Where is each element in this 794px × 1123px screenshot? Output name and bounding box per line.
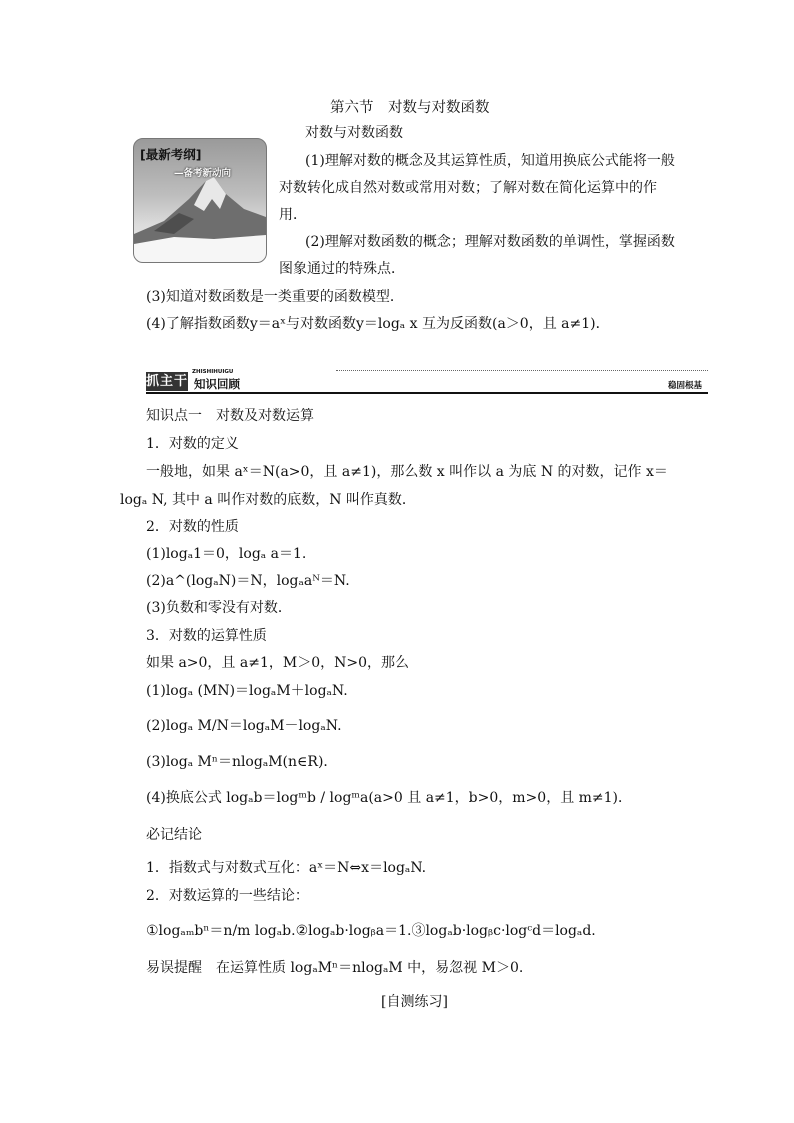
operation-condition: 如果 a>0，且 a≠1，M＞0，N>0，那么	[146, 655, 409, 671]
operation-2: (2)logₐ M/N＝logₐM－logₐN.	[146, 718, 342, 734]
property-1: (1)logₐ1＝0，logₐ a＝1.	[146, 546, 307, 562]
section-bar	[146, 370, 708, 394]
property-2: (2)a^(logₐN)＝N，logₐaᴺ＝N.	[146, 573, 350, 589]
bar-label: 知识回顾	[194, 377, 240, 391]
conclusions-heading: 必记结论	[146, 827, 202, 843]
bar-dotted-rule	[336, 370, 708, 371]
operation-3: (3)logₐ Mⁿ＝nlogₐM(n∈R)．	[146, 754, 338, 770]
operation-heading: 3．对数的运算性质	[146, 628, 267, 644]
conclusion-3: ①logₐₘbⁿ＝n/m logₐb.②logₐb·logᵦa＝1.③logₐb·logᵦc·logᶜd＝logₐd.	[146, 923, 596, 939]
bar-right-label: 稳固根基	[667, 381, 702, 391]
definition-line-1: 一般地，如果 aˣ＝N(a>0，且 a≠1)，那么数 x 叫作以 a 为底 N 的对数，记作 x＝	[146, 464, 668, 480]
badge-subtitle: —备考新动向	[174, 168, 232, 179]
property-heading: 2．对数的性质	[146, 519, 239, 535]
conclusion-1: 1．指数式与对数式互化：aˣ＝N⇔x＝logₐN.	[146, 860, 427, 876]
syllabus-item-3: (3)知道对数函数是一类重要的函数模型．	[146, 289, 404, 305]
pitfall-note: 易误提醒 在运算性质 logₐMⁿ＝nlogₐM 中，易忽视 M＞0.	[146, 960, 524, 976]
definition-heading: 1．对数的定义	[146, 436, 239, 452]
self-test-heading: [自测练习]	[381, 994, 448, 1010]
syllabus-item-2-line-2: 图象通过的特殊点．	[279, 261, 405, 277]
syllabus-badge	[133, 138, 267, 263]
property-3: (3)负数和零没有对数．	[146, 600, 292, 616]
operation-4: (4)换底公式 logₐb＝logᵐb / logᵐa(a>0 且 a≠1，b>0，m>0，且 m≠1)．	[146, 790, 633, 806]
subtitle: 对数与对数函数	[305, 125, 403, 141]
operation-1: (1)logₐ (MN)＝logₐM＋logₐN.	[146, 683, 348, 699]
knowledge-heading: 知识点一 对数及对数运算	[146, 408, 314, 424]
section-title: 第六节 对数与对数函数	[330, 100, 490, 116]
bar-box-label: 抓主干	[146, 374, 189, 389]
bar-pinyin: ZHISHIHUIGU	[192, 369, 234, 375]
bar-rule	[146, 392, 708, 394]
conclusion-2: 2．对数运算的一些结论：	[146, 888, 309, 904]
syllabus-item-1-line-1: (1)理解对数的概念及其运算性质，知道用换底公式能将一般	[305, 153, 675, 169]
badge-title: [最新考纲]	[140, 147, 202, 162]
syllabus-item-4: (4)了解指数函数y＝aˣ与对数函数y＝logₐ x 互为反函数(a＞0，且 a≠1)．	[146, 316, 610, 332]
definition-line-2: logₐ N, 其中 a 叫作对数的底数，N 叫作真数．	[120, 492, 416, 508]
syllabus-item-2-line-1: (2)理解对数函数的概念；理解对数函数的单调性，掌握函数	[305, 234, 675, 250]
syllabus-item-1-line-2: 对数转化成自然对数或常用对数；了解对数在简化运算中的作	[279, 180, 657, 196]
syllabus-item-1-line-3: 用．	[279, 207, 307, 223]
